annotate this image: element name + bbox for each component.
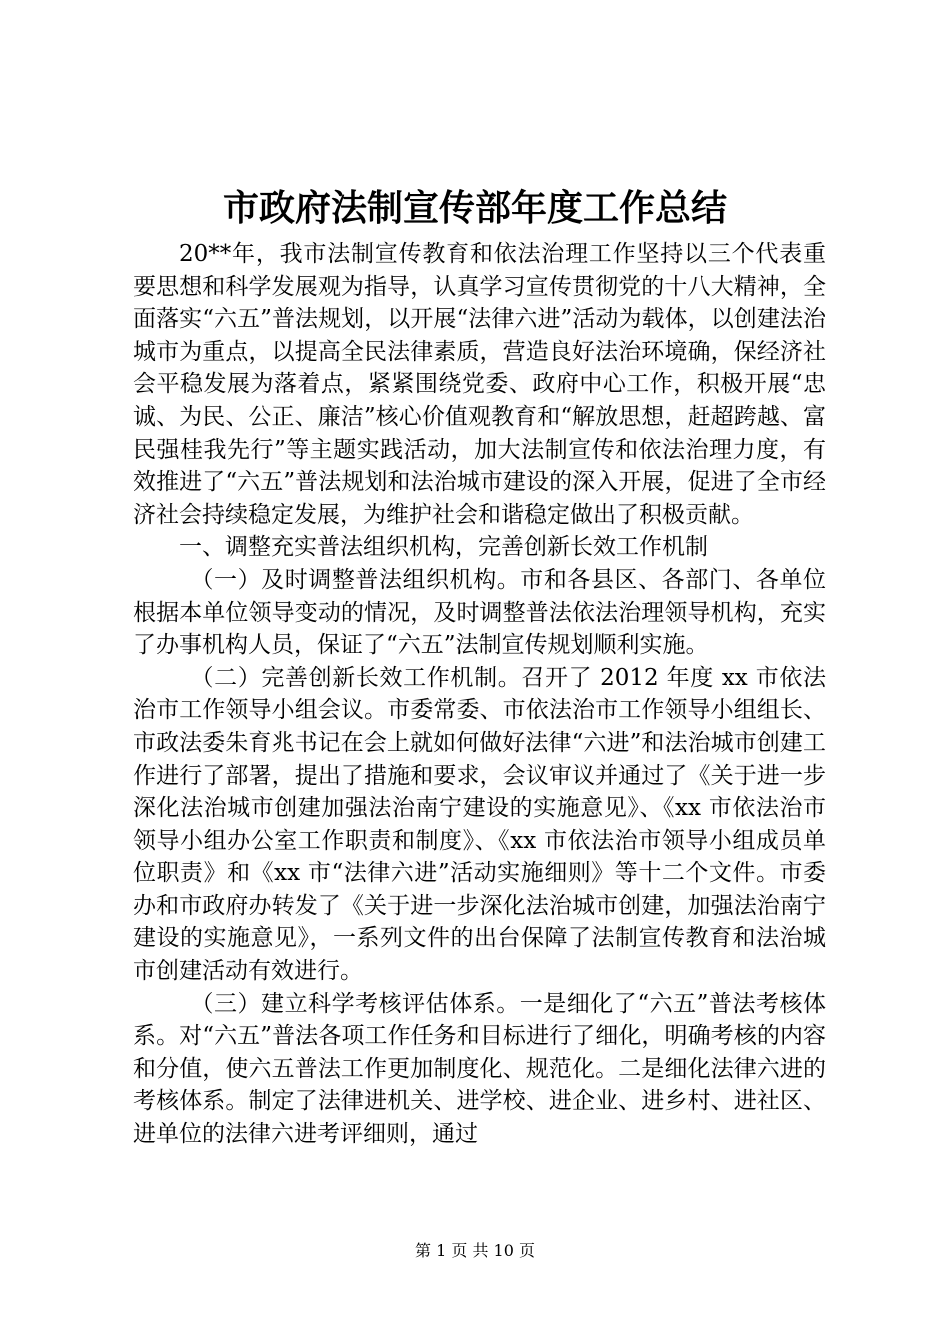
section-heading-1: 一、调整充实普法组织机构，完善创新长效工作机制 — [179, 534, 708, 561]
document-title: 市政府法制宣传部年度工作总结 — [222, 187, 727, 229]
subsection-paragraph-2: （二）完善创新长效工作机制。召开了 2012 年度 xx 市依法治市工作领导小组会议。市委常委、市依法治市工作领导小组组长、市政法委朱育兆书记在会上就如何做好法律“六进”和法治城市创建工作进行了部署，提出了措施和要求，会议审议并通过了《关于进一步深化法治城市创建加强法治南宁建设的实施意见》、《xx 市依法治市领导小组办公室工作职责和制度》、《xx 市依法治市领导小组成员单位职责》和《xx 市“法律六进”活动实施细则》等十二个文件。市委办和市政府办转发了《关于进一步深化法治城市创建，加强法治南宁建设的实施意见》，一系列文件的出台保障了法制宣传教育和法治城市创建活动有效进行。 — [133, 664, 826, 985]
page-number-footer: 第 1 页 共 10 页 — [415, 1241, 535, 1260]
document-body — [133, 238, 826, 1151]
intro-paragraph: 20**年，我市法制宣传教育和依法治理工作坚持以三个代表重要思想和科学发展观为指导，认真学习宣传贯彻党的十八大精神，全面落实“六五”普法规划，以开展“法律六进”活动为载体，以创建法治城市为重点，以提高全民法律素质，营造良好法治环境确，保经济社会平稳发展为落着点，紧紧围绕党委、政府中心工作，积极开展“忠诚、为民、公正、廉洁”核心价值观教育和“解放思想，赶超跨越、富民强桂我先行”等主题实践活动，加大法制宣传和依法治理力度，有效推进了“六五”普法规划和法治城市建设的深入开展，促进了全市经济社会持续稳定发展，为维护社会和谐稳定做出了积极贡献。 — [133, 241, 826, 528]
subsection-paragraph-3: （三）建立科学考核评估体系。一是细化了“六五”普法考核体系。对“六五”普法各项工作任务和目标进行了细化，明确考核的内容和分值，使六五普法工作更加制度化、规范化。二是细化法律六进的考核体系。制定了法律进机关、进学校、进企业、进乡村、进社区、进单位的法律六进考评细则，通过 — [133, 990, 826, 1148]
subsection-paragraph-1: （一）及时调整普法组织机构。市和各县区、各部门、各单位根据本单位领导变动的情况，及时调整普法依法治理领导机构，充实了办事机构人员，保证了“六五”法制宣传规划顺利实施。 — [133, 566, 826, 659]
